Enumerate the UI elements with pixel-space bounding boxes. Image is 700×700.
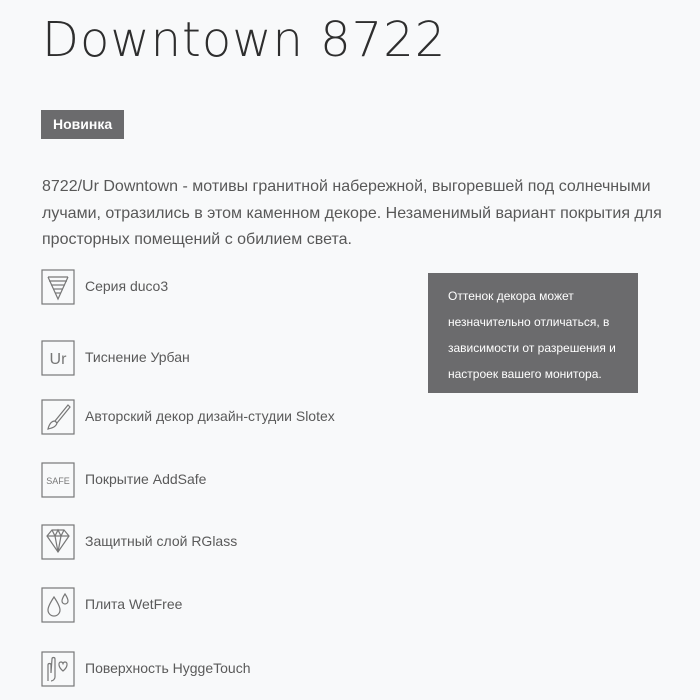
feature-label: Тиснение Урбан — [85, 349, 190, 365]
svg-text:Ur: Ur — [49, 351, 67, 368]
layers-icon — [41, 269, 75, 305]
hand-heart-icon — [41, 651, 75, 687]
brush-icon — [41, 399, 75, 435]
product-description: 8722/Ur Downtown - мотивы гранитной набережной, выгоревшей под солнечными лучами, отразились в этом каменном декоре. Незаменимый вариант покрытия для просторных помещений с обилием света. — [42, 178, 662, 248]
diamond-icon — [41, 524, 75, 560]
feature-item-wetfree — [41, 587, 401, 627]
new-badge: Новинка — [41, 110, 124, 139]
ur-emboss-icon — [41, 340, 75, 376]
feature-item-designer — [41, 399, 401, 439]
feature-label: Плита WetFree — [85, 596, 183, 612]
product-title: Downtown 8722 — [42, 12, 447, 68]
feature-item-emboss — [41, 340, 401, 380]
feature-label: Защитный слой RGlass — [85, 533, 238, 549]
feature-item-addsafe — [41, 462, 401, 502]
feature-label: Серия duco3 — [85, 278, 169, 294]
feature-label: Поверхность HyggeTouch — [85, 660, 251, 676]
feature-item-hyggetouch — [41, 651, 401, 691]
droplets-icon — [41, 587, 75, 623]
feature-item-rglass — [41, 524, 401, 564]
feature-label: Авторский декор дизайн-студии Slotex — [85, 408, 335, 424]
svg-text:SAFE: SAFE — [46, 476, 70, 486]
feature-label: Покрытие AddSafe — [85, 471, 207, 487]
safe-icon — [41, 462, 75, 498]
color-disclaimer-tooltip: Оттенок декора может незначительно отличаться, в зависимости от разрешения и настроек вашего монитора. — [428, 273, 638, 393]
feature-item-series — [41, 269, 401, 309]
